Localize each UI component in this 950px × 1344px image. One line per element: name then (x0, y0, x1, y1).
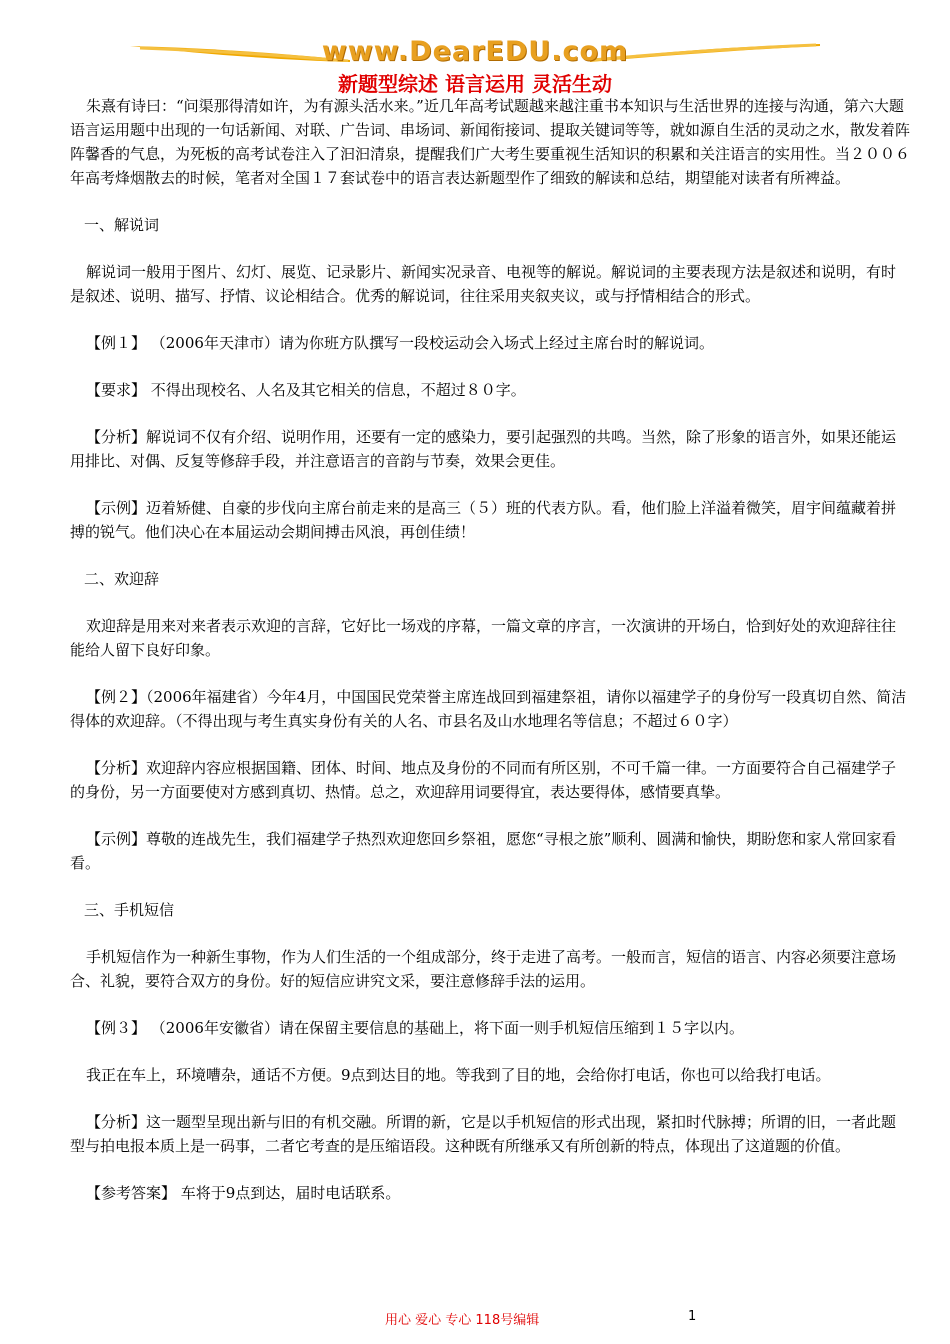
footer-slogan: 用心 爱心 专心 118号编辑 (385, 1313, 540, 1328)
sms-text: 我正在车上，环境嘈杂，通话不方便。9点到达目的地。等我到了目的地，会给你打电话，你也可以给我打电话。 (86, 1066, 831, 1084)
sample-answer: 【示例】迈着矫健、自豪的步伐向主席台前走来的是高三（５）班的代表方队。看，他们脸上洋溢着微笑，眉宇间蕴藏着拼搏的锐气。他们决心在本届运动会期间搏击风浪，再创佳绩！ (70, 499, 897, 541)
page-title: 新题型综述 语言运用 灵活生动 (338, 72, 612, 96)
sample-answer: 【示例】尊敬的连战先生，我们福建学子热烈欢迎您回乡祭祖，愿您“寻根之旅”顺利、圆满和愉快，期盼您和家人常回家看看。 (70, 830, 897, 872)
analysis: 【分析】解说词不仅有介绍、说明作用，还要有一定的感染力，要引起强烈的共鸣。当然，除了形象的语言外，如果还能运用排比、对偶、反复等修辞手段，并注意语言的音韵与节奏，效果会更佳。 (70, 428, 897, 470)
site-logo-text: www.DearEDU.com (321, 36, 629, 67)
paragraph: 手机短信作为一种新生事物，作为人们生活的一个组成部分，终于走进了高考。一般而言，短信的语言、内容必须要注意场合、礼貌，要符合双方的身份。好的短信应讲究文采，要注意修辞手法的运用。 (70, 948, 897, 990)
page-header (0, 32, 950, 102)
requirement: 【要求】 不得出现校名、人名及其它相关的信息，不超过８０字。 (86, 381, 526, 399)
paragraph: 欢迎辞是用来对来者表示欢迎的言辞，它好比一场戏的序幕，一篇文章的序言，一次演讲的开场白，恰到好处的欢迎辞往往能给人留下良好印象。 (70, 617, 897, 659)
example-2: 【例２】（2006年福建省）今年4月，中国国民党荣誉主席连战回到福建祭祖，请你以福建学子的身份写一段真切自然、简洁得体的欢迎辞。（不得出现与考生真实身份有关的人名、市县名及山水地理名等信息；不超过６０字） (70, 688, 907, 730)
section-heading-sms: 三、手机短信 (84, 901, 175, 919)
example-3: 【例３】 （2006年安徽省）请在保留主要信息的基础上，将下面一则手机短信压缩到１５字以内。 (86, 1019, 744, 1037)
example-1: 【例１】 （2006年天津市）请为你班方队撰写一段校运动会入场式上经过主席台时的解说词。 (86, 334, 714, 352)
reference-answer: 【参考答案】 车将于9点到达，届时电话联系。 (86, 1184, 401, 1202)
article-body (70, 94, 910, 1205)
section-heading-commentary: 一、解说词 (84, 216, 160, 234)
intro-paragraph: 朱熹有诗曰：“问渠那得清如许，为有源头活水来。”近几年高考试题越来越注重书本知识与生活世界的连接与沟通，第六大题语言运用题中出现的一句话新闻、对联、广告词、串场词、新闻衔接词、提取关键词等等，就如源自生活的灵动之水，散发着阵阵馨香的气息，为死板的高考试卷注入了汩汩清泉，提醒我们广大考生要重视生活知识的积累和关注语言的实用性。当２００６年高考烽烟散去的时候，笔者对全国１７套试卷中的语言表达新题型作了细致的解读和总结，期望能对读者有所裨益。 (70, 97, 911, 187)
analysis: 【分析】欢迎辞内容应根据国籍、团体、时间、地点及身份的不同而有所区别，不可千篇一律。一方面要符合自己福建学子的身份，另一方面要使对方感到真切、热情。总之，欢迎辞用词要得宜，表达要得体，感情要真挚。 (70, 759, 897, 801)
section-heading-welcome: 二、欢迎辞 (84, 570, 160, 588)
paragraph: 解说词一般用于图片、幻灯、展览、记录影片、新闻实况录音、电视等的解说。解说词的主要表现方法是叙述和说明，有时是叙述、说明、描写、抒情、议论相结合。优秀的解说词，往往采用夹叙夹议，或与抒情相结合的形式。 (70, 263, 897, 305)
page-footer (0, 1309, 950, 1329)
analysis: 【分析】这一题型呈现出新与旧的有机交融。所谓的新，它是以手机短信的形式出现，紧扣时代脉搏；所谓的旧，一者此题型与拍电报本质上是一码事，二者它考查的是压缩语段。这种既有所继承又有所创新的特点，体现出了这道题的价值。 (70, 1113, 897, 1155)
page-number: 1 (688, 1309, 697, 1324)
